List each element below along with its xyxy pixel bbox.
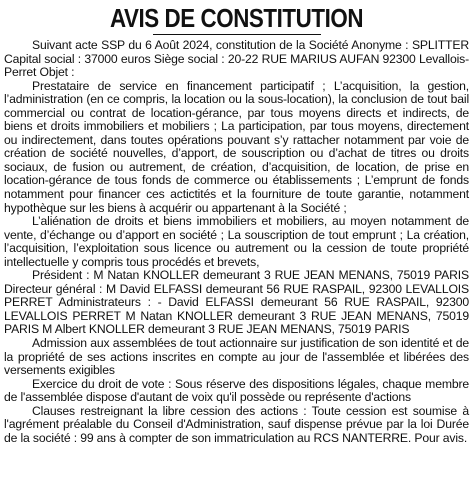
title-divider (153, 34, 321, 35)
notice-title: AVIS DE CONSTITUTION (109, 3, 364, 33)
paragraph-droit-de-vote: Exercice du droit de vote : Sous réserve des dispositions légales, chaque membre de l'assemblée dispose d'autant de voix qu'il possède ou représente d'actions (4, 376, 469, 405)
paragraph-constitution: Suivant acte SSP du 6 Août 2024, constitution de la Société Anonyme : SPLITTER Capital social : 37000 euros Siège social : 20-22 RUE MARIUS AUFAN 92300 Levallois-Perret Objet : (4, 38, 469, 80)
paragraph-clauses: Clauses restreignant la libre cession des actions : Toute cession est soumise à l'agrément préalable du Conseil d'Administration, sauf dispense prévue par la loi Durée de la société : 99 ans à compter de son immatriculation au RCS NANTERRE. Pour avis. (4, 403, 469, 445)
paragraph-objet: Prestataire de service en financement participatif ; L’acquisition, la gestion, l’administration (en ce compris, la location ou la sous-location), la conclusion de tout bail commercial ou contrat de location-gérance, par tous moyens directs et indirects, de biens et droits immobiliers et mobiliers ; La participation, par tous moyens, directement ou indirectement, dans toutes opérations pouvant s’y rattacher notamment par voie de création de société nouvelles, d’apport, de souscription ou d’achat de titres ou droits sociaux, de fusion ou autrement, de création, d’acquisition, de location, de prise en location-gérance de tous fonds de commerce ou établissements ; L’emprunt de fonds notamment pour financer ces actictités et la fourniture de toute garantie, notamment hypothèque sur les biens à acquérir ou appartenant à la Société ; (4, 78, 469, 215)
notice-body (4, 39, 469, 445)
paragraph-admission: Admission aux assemblées de tout actionnaire sur justification de son identité et de la propriété de ses actions inscrites en compte au jour de l'assemblée et libérées des versements exigibles (4, 336, 469, 378)
paragraph-alienation: L’aliénation de droits et biens immobiliers et mobiliers, au moyen notamment de vente, d’échange ou d’apport en société ; La souscription de tout emprunt ; La création, l’acquisition, l’exploitation sous licence ou autrement ou la cession de toute propriété intellectuelle y compris tous procédés et brevets, (4, 214, 469, 269)
paragraph-dirigeants: Président : M Natan KNOLLER demeurant 3 RUE JEAN MENANS, 75019 PARIS Directeur général : M David ELFASSI demeurant 56 RUE RASPAIL, 92300 LEVALLOIS PERRET Administrateurs : - David ELFASSI demeurant 56 RUE RASPAIL, 92300 LEVALLOIS PERRET M Natan KNOLLER demeurant 3 RUE JEAN MENANS, 75019 PARIS M Albert KNOLLER demeurant 3 RUE JEAN MENANS, 75019 PARIS (4, 268, 469, 337)
